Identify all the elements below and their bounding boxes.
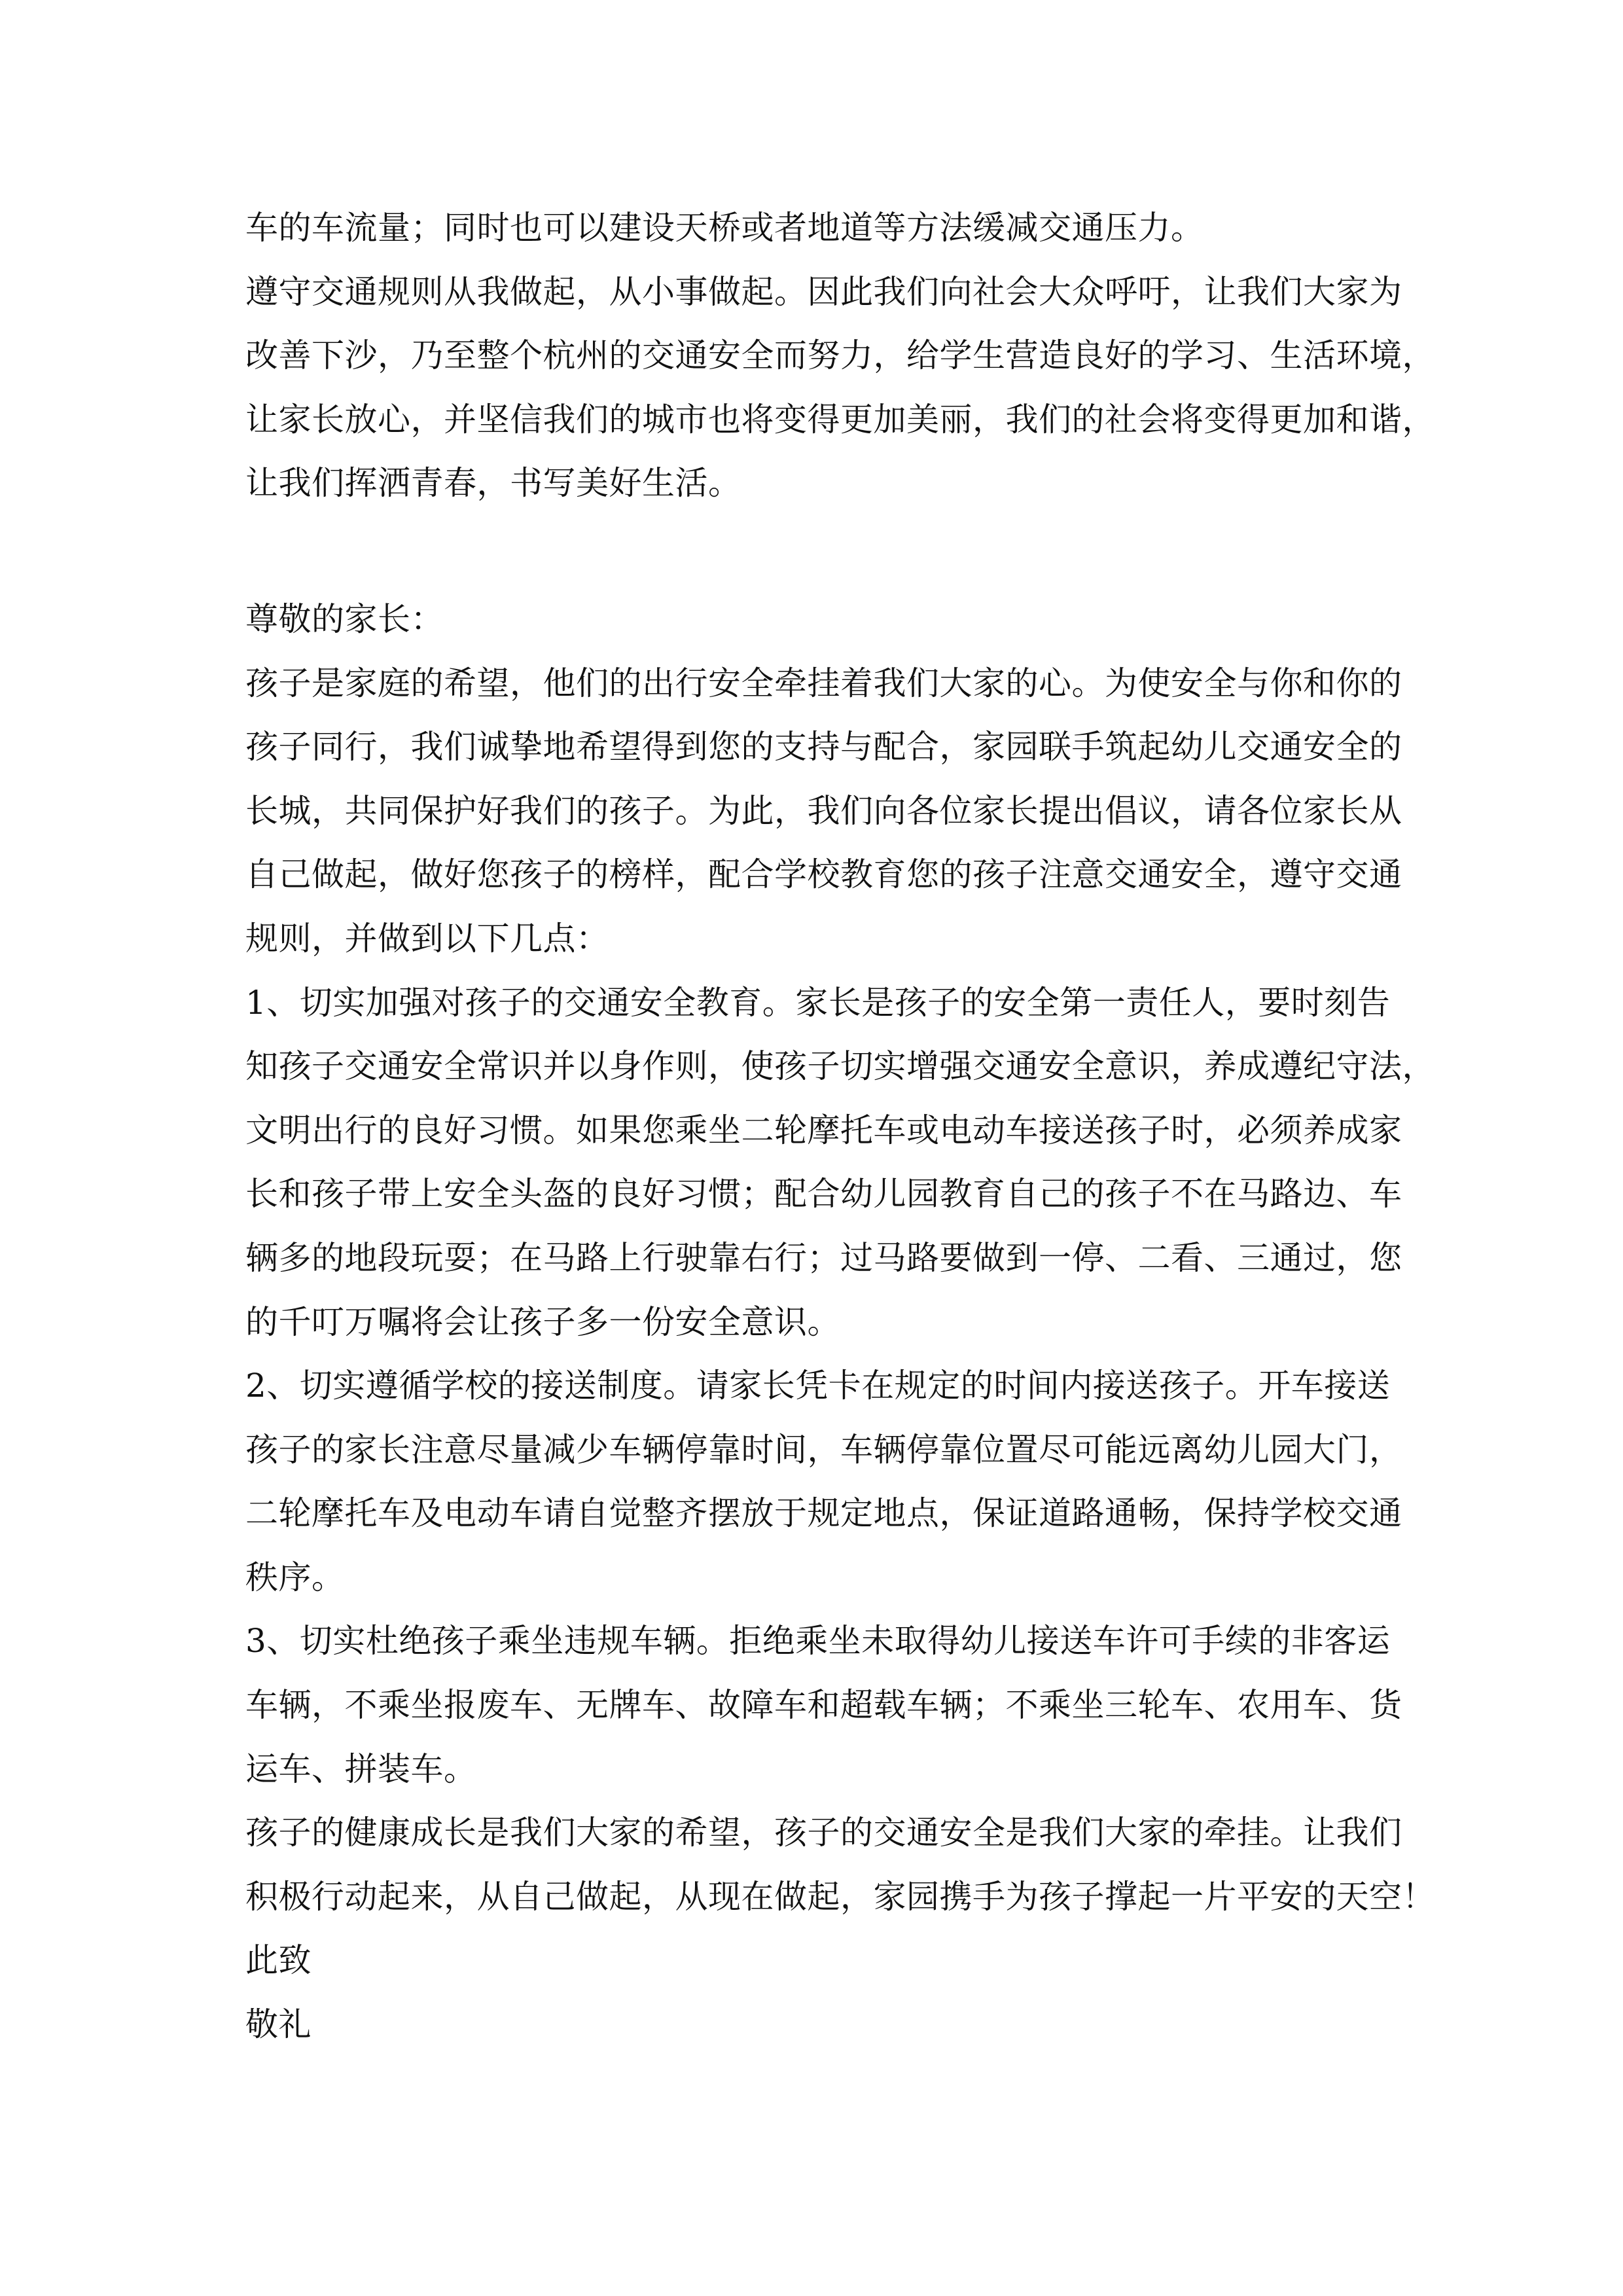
closing-line: 积极行动起来，从自己做起，从现在做起，家园携手为孩子撑起一片平安的天空！ [245, 1877, 1435, 1916]
text-line: 让我们挥洒青春，书写美好生活。 [245, 464, 741, 503]
sign-off-jingli: 敬礼 [245, 2005, 312, 2044]
letter-intro-line: 孩子是家庭的希望，他们的出行安全牵挂着我们大家的心。为使安全与你和你的 [245, 664, 1402, 702]
point-2-line: 孩子的家长注意尽量减少车辆停靠时间，车辆停靠位置尽可能远离幼儿园大门， [245, 1430, 1402, 1469]
point-1-line: 的千叮万嘱将会让孩子多一份安全意识。 [245, 1302, 840, 1341]
letter-intro-line: 孩子同行，我们诚挚地希望得到您的支持与配合，家园联手筑起幼儿交通安全的 [245, 728, 1402, 766]
point-1-line: 1、切实加强对孩子的交通安全教育。家长是孩子的安全第一责任人，要时刻告 [245, 983, 1391, 1022]
letter-salutation: 尊敬的家长： [245, 600, 444, 638]
point-3-line: 车辆，不乘坐报废车、无牌车、故障车和超载车辆；不乘坐三轮车、农用车、货 [245, 1686, 1402, 1725]
point-2-line: 秩序。 [245, 1558, 345, 1596]
point-2-line: 二轮摩托车及电动车请自觉整齐摆放于规定地点，保证道路通畅，保持学校交通 [245, 1494, 1402, 1533]
point-2-line: 2、切实遵循学校的接送制度。请家长凭卡在规定的时间内接送孩子。开车接送 [245, 1367, 1391, 1405]
letter-intro-line: 规则，并做到以下几点： [245, 919, 609, 958]
letter-intro-line: 自己做起，做好您孩子的榜样，配合学校教育您的孩子注意交通安全，遵守交通 [245, 855, 1402, 894]
text-line: 遵守交通规则从我做起，从小事做起。因此我们向社会大众呼吁，让我们大家为 [245, 272, 1402, 311]
point-1-line: 长和孩子带上安全头盔的良好习惯；配合幼儿园教育自己的孩子不在马路边、车 [245, 1175, 1402, 1213]
text-line: 让家长放心，并坚信我们的城市也将变得更加美丽，我们的社会将变得更加和谐， [245, 400, 1435, 439]
point-1-line: 文明出行的良好习惯。如果您乘坐二轮摩托车或电动车接送孩子时，必须养成家 [245, 1111, 1402, 1149]
letter-intro-line: 长城，共同保护好我们的孩子。为此，我们向各位家长提出倡议，请各位家长从 [245, 791, 1402, 830]
point-1-line: 辆多的地段玩耍；在马路上行驶靠右行；过马路要做到一停、二看、三通过，您 [245, 1238, 1402, 1277]
closing-line: 孩子的健康成长是我们大家的希望，孩子的交通安全是我们大家的牵挂。让我们 [245, 1814, 1402, 1852]
point-3-line: 运车、拼装车。 [245, 1749, 477, 1788]
paragraph-traffic-appeal [245, 196, 1435, 2057]
point-1-line: 知孩子交通安全常识并以身作则，使孩子切实增强交通安全意识，养成遵纪守法， [245, 1047, 1435, 1086]
paragraph-gap [245, 516, 1397, 588]
text-line: 车的车流量；同时也可以建设天桥或者地道等方法缓减交通压力。 [245, 209, 1204, 247]
sign-off-cizhi: 此致 [245, 1941, 312, 1980]
point-3-line: 3、切实杜绝孩子乘坐违规车辆。拒绝乘坐未取得幼儿接送车许可手续的非客运 [245, 1622, 1391, 1660]
text-line: 改善下沙，乃至整个杭州的交通安全而努力，给学生营造良好的学习、生活环境， [245, 336, 1435, 375]
